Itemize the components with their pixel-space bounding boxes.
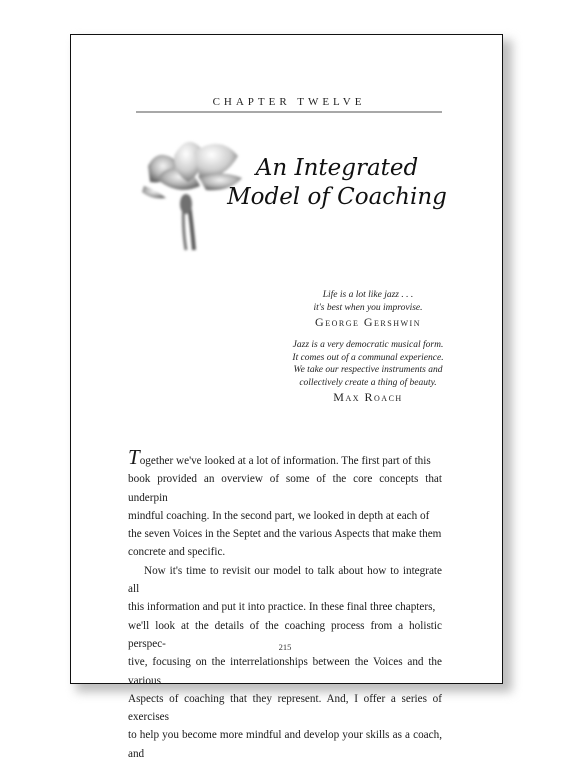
body-line: mindful coaching. In the second part, we looked in depth at each of xyxy=(128,509,430,522)
body-line: concrete and specific. xyxy=(128,546,226,559)
epigraph-roach xyxy=(270,339,466,405)
body-text xyxy=(128,445,442,763)
paragraph-2 xyxy=(128,562,442,763)
chapter-title-line: Model of Coaching xyxy=(227,184,447,210)
epigraph-author: Max Roach xyxy=(333,390,403,404)
body-line: we'll look at the details of the coaching process from a holistic perspec- xyxy=(128,619,442,650)
epigraph-line: Jazz is a very democratic musical form. xyxy=(292,340,444,350)
chapter-label: CHAPTER TWELVE xyxy=(212,96,366,108)
body-line: this information and put it into practice. In these final three chapters, xyxy=(128,601,436,614)
page-number: 215 xyxy=(278,642,292,652)
body-line: Aspects of coaching that they represent. And, I offer a series of exercises xyxy=(128,692,442,724)
body-line: book provided an overview of some of the core concepts that underpin xyxy=(128,473,442,504)
epigraph-author: George Gershwin xyxy=(315,315,421,329)
paragraph-1 xyxy=(128,445,442,562)
body-line xyxy=(128,445,442,470)
body-line: the seven Voices in the Septet and the various Aspects that make them xyxy=(128,528,442,541)
epigraph-line: We take our respective instruments and xyxy=(293,365,443,375)
epigraph-line: It comes out of a communal experience. xyxy=(292,352,444,363)
body-line-text: ogether we've looked at a lot of information. The first part of this xyxy=(139,455,431,467)
drop-cap: T xyxy=(128,445,140,469)
epigraph-gershwin xyxy=(270,289,466,330)
body-line: to help you become more mindful and develop your skills as a coach, and xyxy=(128,729,442,760)
body-line: tive, focusing on the interrelationships between the Voices and the various xyxy=(128,656,442,687)
body-line: Now it's time to revisit our model to talk about how to integrate all xyxy=(128,564,442,596)
chapter-rule xyxy=(136,111,442,113)
epigraph-line: Life is a lot like jazz . . . xyxy=(322,290,414,300)
chapter-title xyxy=(226,154,448,212)
chapter-title-line: An Integrated xyxy=(255,155,419,181)
epigraph-line: it's best when you improvise. xyxy=(313,302,423,313)
epigraph-line: collectively create a thing of beauty. xyxy=(299,377,437,388)
